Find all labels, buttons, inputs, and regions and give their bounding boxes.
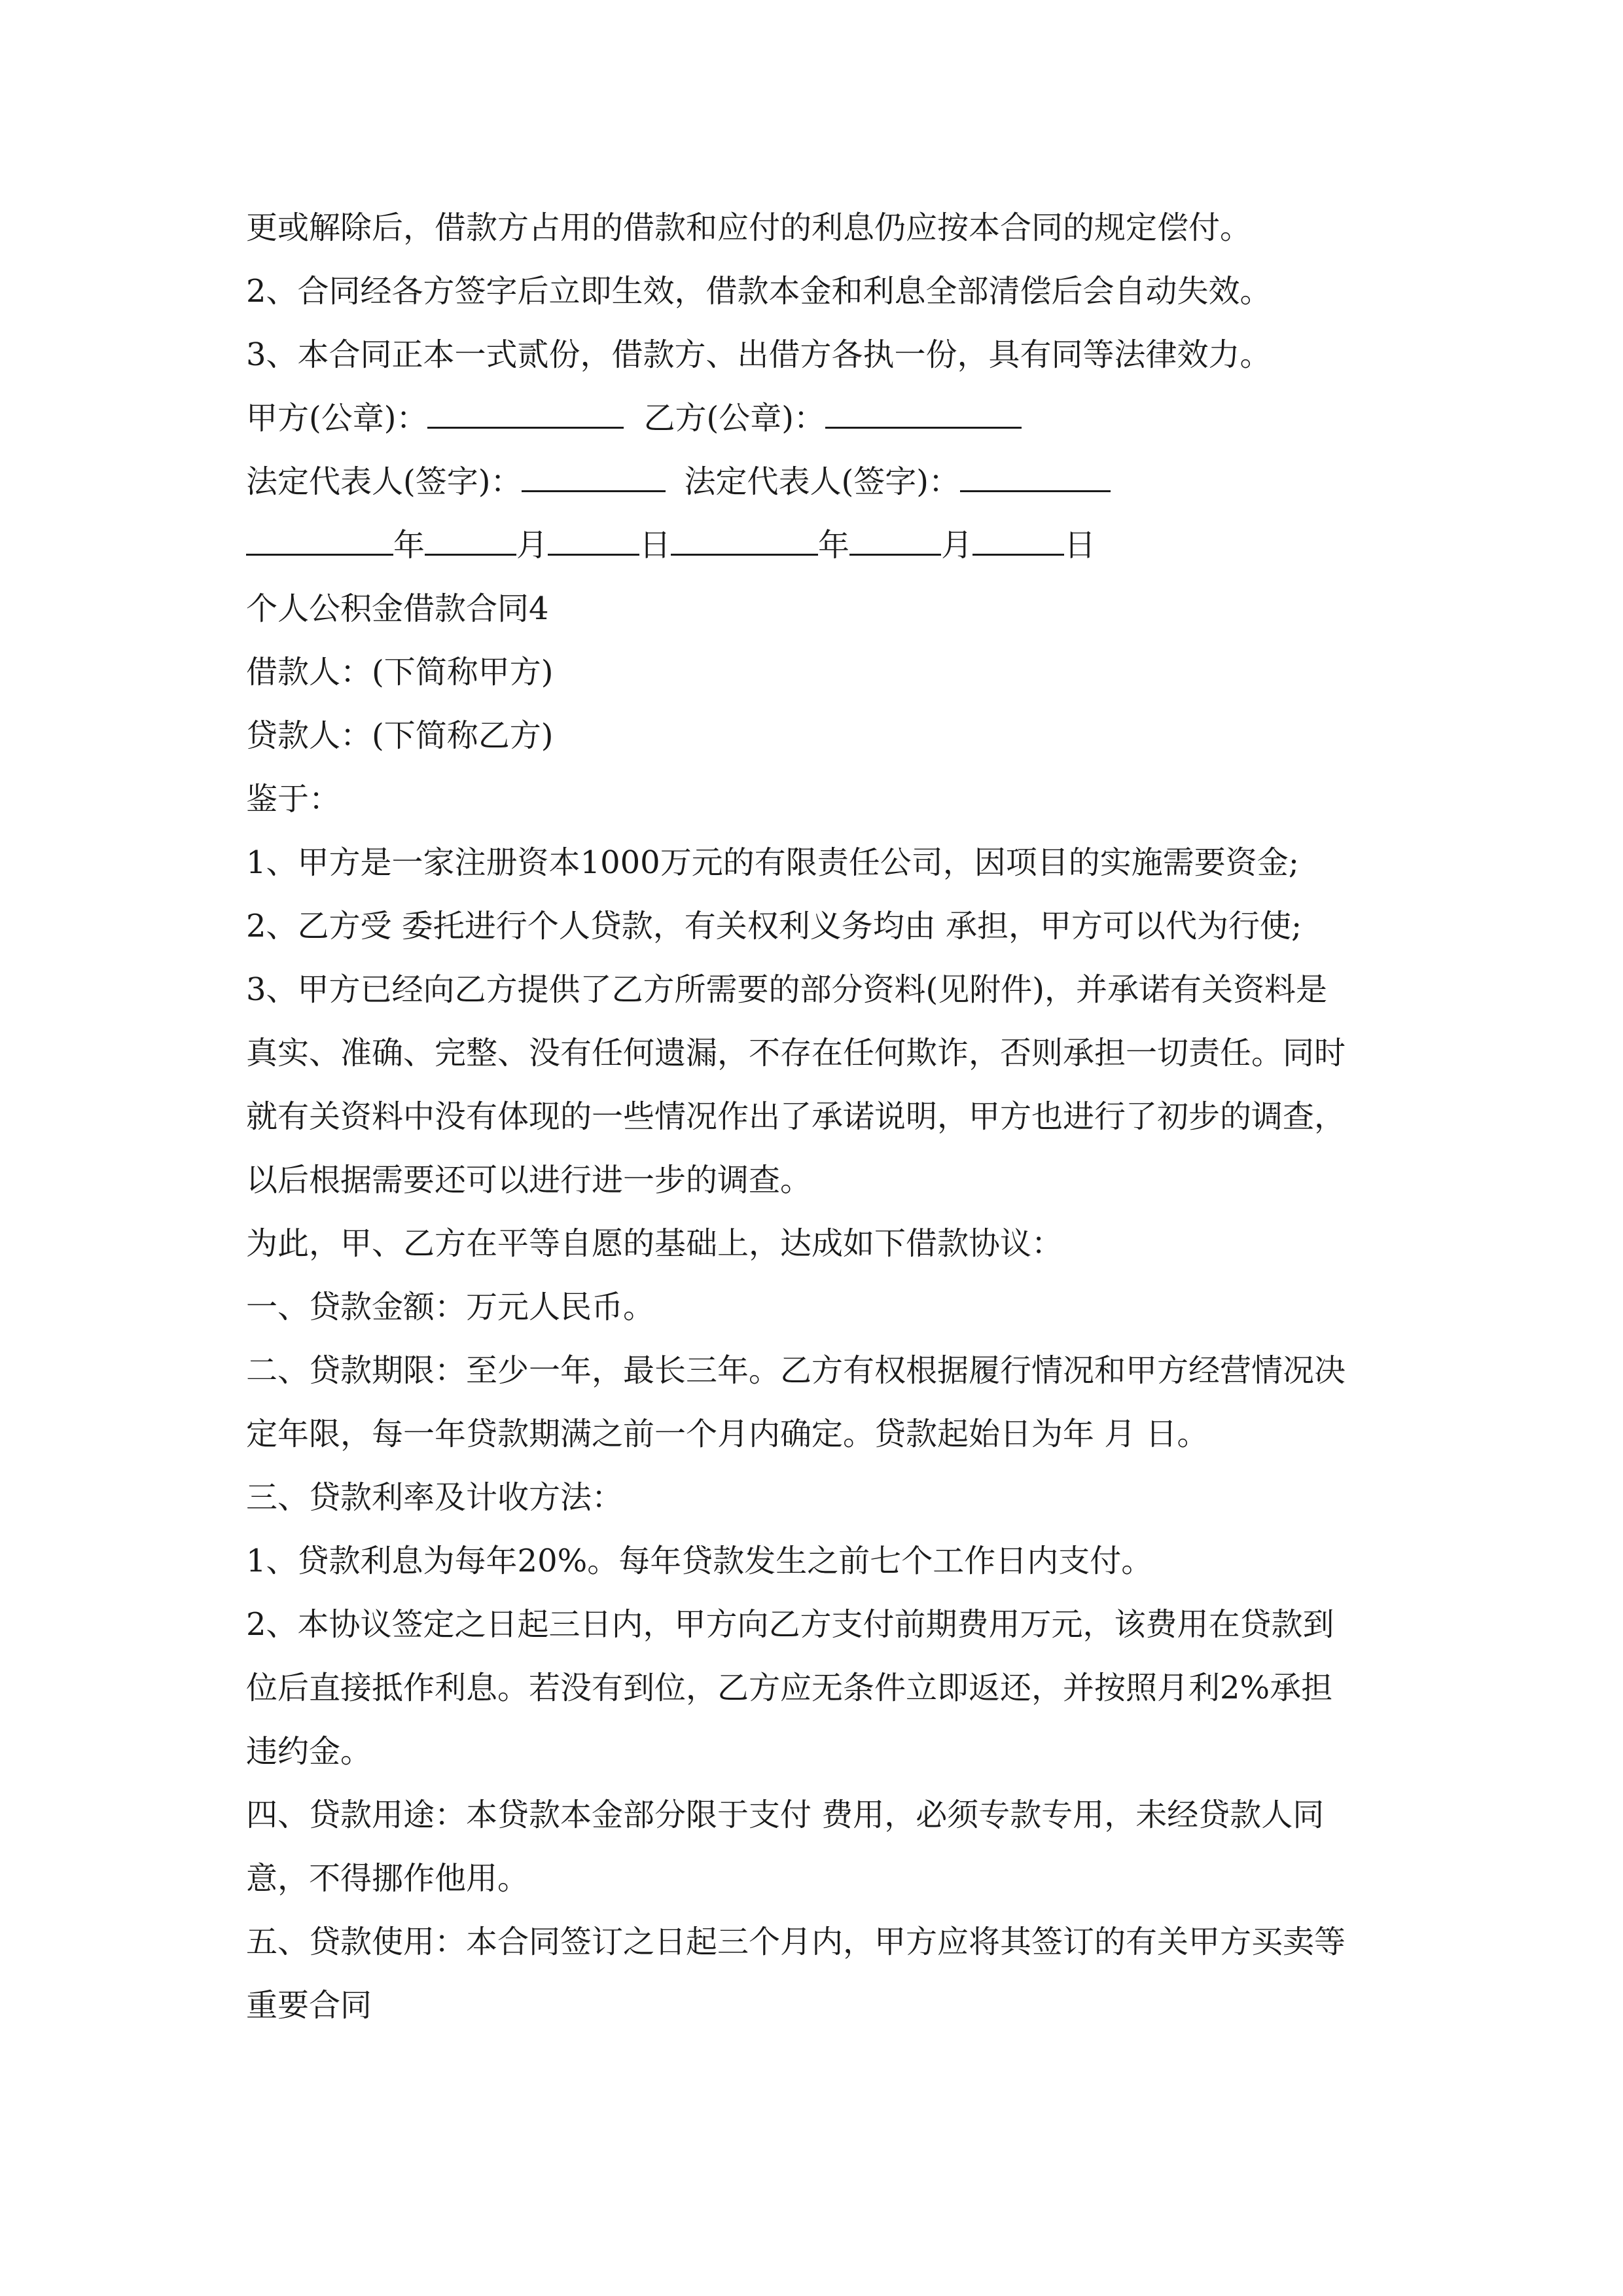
contract-text xyxy=(246,196,1385,2037)
section-purpose: 四、贷款用途：本贷款本金部分限于支付 费用，必须专款专用，未经贷款人同 xyxy=(246,1797,1325,1833)
text-line: 更或解除后，借款方占用的借款和应付的利息仍应按本合同的规定偿付。 xyxy=(246,209,1252,246)
month-label: 月 xyxy=(516,527,548,564)
text-line: 3、甲方已经向乙方提供了乙方所需要的部分资料(见附件)，并承诺有关资料是 xyxy=(246,971,1327,1008)
text-line: 定年限，每一年贷款期满之前一个月内确定。贷款起始日为年 月 日。 xyxy=(246,1416,1209,1452)
section-amount: 一、贷款金额：万元人民币。 xyxy=(246,1289,655,1325)
text-line: 3、本合同正本一式贰份，借款方、出借方各执一份，具有同等法律效力。 xyxy=(246,336,1272,373)
day-blank-a xyxy=(548,514,639,556)
day-blank-b xyxy=(972,514,1064,556)
month-blank-b xyxy=(849,514,941,556)
section-use: 五、贷款使用：本合同签订之日起三个月内，甲方应将其签订的有关甲方买卖等 xyxy=(246,1924,1346,1960)
section-term: 二、贷款期限：至少一年，最长三年。乙方有权根据履行情况和甲方经营情况决 xyxy=(246,1352,1346,1389)
seal-line xyxy=(246,387,1385,450)
date-line xyxy=(246,514,1385,577)
text-line: 2、本协议签定之日起三日内，甲方向乙方支付前期费用万元，该费用在贷款到 xyxy=(246,1606,1334,1643)
text-line: 就有关资料中没有体现的一些情况作出了承诺说明，甲方也进行了初步的调查， xyxy=(246,1098,1346,1135)
day-label: 日 xyxy=(639,527,671,564)
year-blank-a xyxy=(246,514,393,556)
text-line: 位后直接抵作利息。若没有到位，乙方应无条件立即返还，并按照月利2%承担 xyxy=(246,1670,1333,1706)
year-blank-b xyxy=(671,514,818,556)
text-line: 意，不得挪作他用。 xyxy=(246,1860,529,1897)
text-line: 真实、准确、完整、没有任何遗漏，不存在任何欺诈，否则承担一切责任。同时 xyxy=(246,1035,1346,1071)
section-interest: 三、贷款利率及计收方法： xyxy=(246,1479,624,1516)
month-label: 月 xyxy=(941,527,973,564)
party-b-seal-blank xyxy=(825,387,1022,429)
year-label: 年 xyxy=(393,527,425,564)
text-line: 1、贷款利息为每年20%。每年贷款发生之前七个工作日内支付。 xyxy=(246,1543,1153,1579)
text-line: 重要合同 xyxy=(246,1987,372,2024)
lender-line: 贷款人：(下简称乙方) xyxy=(246,717,554,754)
text-line: 2、乙方受 委托进行个人贷款，有关权利义务均由 承担，甲方可以代为行使; xyxy=(246,908,1302,944)
year-label: 年 xyxy=(818,527,850,564)
text-line: 违约金。 xyxy=(246,1733,372,1770)
contract-title: 个人公积金借款合同4 xyxy=(246,590,549,627)
whereas-heading: 鉴于： xyxy=(246,781,341,817)
party-a-rep-label: 法定代表人(签字)： xyxy=(246,463,522,500)
representative-line xyxy=(246,450,1385,514)
month-blank-a xyxy=(425,514,516,556)
party-b-seal-label: 乙方(公章)： xyxy=(643,400,825,437)
party-b-rep-blank xyxy=(960,451,1111,492)
party-a-rep-blank xyxy=(522,451,666,492)
borrower-line: 借款人：(下简称甲方) xyxy=(246,654,554,691)
party-b-rep-label: 法定代表人(签字)： xyxy=(684,463,960,500)
text-line: 以后根据需要还可以进行进一步的调查。 xyxy=(246,1162,812,1198)
party-a-seal-label: 甲方(公章)： xyxy=(246,400,428,437)
text-line: 2、合同经各方签字后立即生效，借款本金和利息全部清偿后会自动失效。 xyxy=(246,273,1272,310)
text-line: 1、甲方是一家注册资本1000万元的有限责任公司，因项目的实施需要资金; xyxy=(246,844,1299,881)
party-a-seal-blank xyxy=(427,387,624,429)
text-line: 为此，甲、乙方在平等自愿的基础上，达成如下借款协议： xyxy=(246,1225,1063,1262)
day-label: 日 xyxy=(1064,527,1096,564)
